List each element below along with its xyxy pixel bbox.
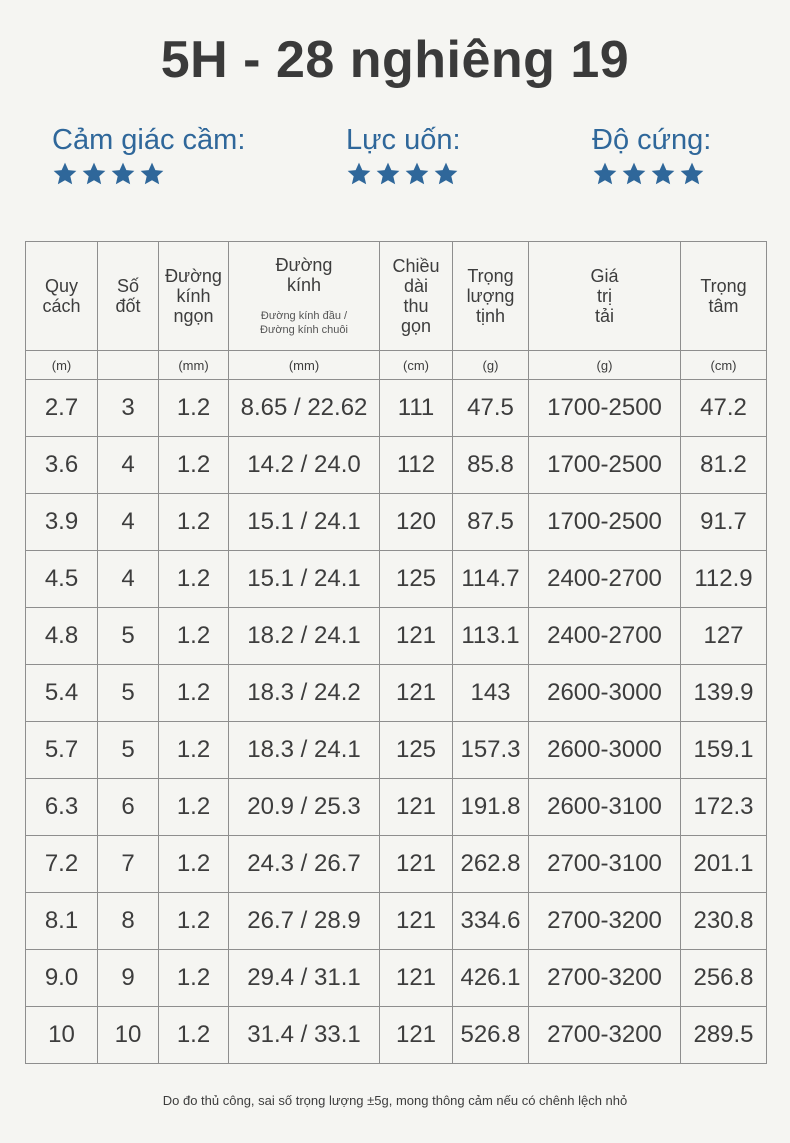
table-cell: 3.9: [26, 494, 98, 551]
star-icon: [52, 161, 78, 187]
column-header-label: lượng: [466, 286, 515, 306]
table-cell: 2700-3100: [529, 836, 681, 893]
table-cell: 18.3 / 24.1: [229, 722, 380, 779]
table-cell: 256.8: [681, 950, 767, 1007]
column-unit: (g): [453, 351, 529, 380]
table-row: [26, 665, 767, 722]
column-unit: (cm): [380, 351, 453, 380]
table-cell: 1700-2500: [529, 494, 681, 551]
table-cell: 24.3 / 26.7: [229, 836, 380, 893]
table-row: [26, 779, 767, 836]
table-cell: 2400-2700: [529, 551, 681, 608]
column-header-label: gọn: [400, 316, 432, 336]
column-header-label: dài: [403, 276, 429, 296]
table-cell: 125: [380, 551, 453, 608]
table-cell: 201.1: [681, 836, 767, 893]
table-cell: 18.2 / 24.1: [229, 608, 380, 665]
table-cell: 26.7 / 28.9: [229, 893, 380, 950]
table-cell: 5: [98, 665, 159, 722]
spec-table: [25, 241, 767, 1064]
table-cell: 334.6: [453, 893, 529, 950]
table-cell: 120: [380, 494, 453, 551]
table-cell: 8.65 / 22.62: [229, 380, 380, 437]
column-unit: (cm): [681, 351, 767, 380]
column-header-label: Trọng: [467, 266, 514, 286]
column-header-label: tịnh: [475, 306, 506, 326]
table-cell: 5.4: [26, 665, 98, 722]
table-cell: 426.1: [453, 950, 529, 1007]
star-icon: [139, 161, 165, 187]
rating-label: Cảm giác cầm:: [52, 124, 246, 156]
column-header-label: trị: [597, 286, 612, 306]
star-icon: [110, 161, 136, 187]
column-unit: (m): [26, 351, 98, 380]
rating-stars: [346, 161, 462, 193]
star-icon: [433, 161, 459, 187]
column-unit: (g): [529, 351, 681, 380]
table-cell: 1.2: [159, 836, 229, 893]
column-header-label: Trọng: [700, 276, 747, 296]
table-cell: 113.1: [453, 608, 529, 665]
column-header: [98, 242, 159, 351]
table-cell: 159.1: [681, 722, 767, 779]
table-row: [26, 893, 767, 950]
table-cell: 125: [380, 722, 453, 779]
table-cell: 18.3 / 24.2: [229, 665, 380, 722]
column-unit: (mm): [159, 351, 229, 380]
table-cell: 81.2: [681, 437, 767, 494]
table-cell: 1.2: [159, 494, 229, 551]
table-row: [26, 836, 767, 893]
table-cell: 10: [26, 1007, 98, 1064]
table-cell: 6.3: [26, 779, 98, 836]
star-icon: [621, 161, 647, 187]
table-cell: 15.1 / 24.1: [229, 551, 380, 608]
table-cell: 7: [98, 836, 159, 893]
table-cell: 1.2: [159, 1007, 229, 1064]
rating-stars: [52, 161, 245, 193]
column-header-label: Chiều: [392, 256, 440, 276]
table-cell: 121: [380, 893, 453, 950]
table-row: [26, 950, 767, 1007]
table-cell: 9: [98, 950, 159, 1007]
table-cell: 4: [98, 437, 159, 494]
column-header-label: Quy: [44, 276, 78, 296]
table-unit-row: [26, 351, 767, 380]
column-header: [380, 242, 453, 351]
table-cell: 2600-3000: [529, 665, 681, 722]
star-icon: [592, 161, 618, 187]
table-cell: 85.8: [453, 437, 529, 494]
table-cell: 7.2: [26, 836, 98, 893]
column-header: [681, 242, 767, 351]
column-header-label: Đường: [165, 266, 222, 286]
table-cell: 3.6: [26, 437, 98, 494]
column-header: [26, 242, 98, 351]
table-cell: 4.5: [26, 551, 98, 608]
table-cell: 2700-3200: [529, 1007, 681, 1064]
table-cell: 1.2: [159, 950, 229, 1007]
table-cell: 1.2: [159, 722, 229, 779]
rating-label: Lực uốn:: [346, 124, 461, 156]
table-cell: 2700-3200: [529, 893, 681, 950]
table-cell: 2700-3200: [529, 950, 681, 1007]
table-cell: 1.2: [159, 437, 229, 494]
page-title: 5H - 28 nghiêng 19: [160, 31, 630, 89]
table-cell: 121: [380, 608, 453, 665]
column-header-label: tâm: [708, 296, 739, 316]
table-cell: 1.2: [159, 551, 229, 608]
table-cell: 10: [98, 1007, 159, 1064]
table-cell: 1.2: [159, 779, 229, 836]
table-cell: 127: [681, 608, 767, 665]
table-cell: 2600-3000: [529, 722, 681, 779]
table-cell: 3: [98, 380, 159, 437]
table-cell: 2.7: [26, 380, 98, 437]
table-cell: 14.2 / 24.0: [229, 437, 380, 494]
table-cell: 172.3: [681, 779, 767, 836]
star-icon: [650, 161, 676, 187]
table-cell: 47.2: [681, 380, 767, 437]
table-cell: 2400-2700: [529, 608, 681, 665]
rating-bending-force: [346, 124, 462, 193]
table-cell: 5: [98, 722, 159, 779]
column-header-label: Số: [116, 276, 140, 296]
table-cell: 15.1 / 24.1: [229, 494, 380, 551]
table-cell: 4: [98, 551, 159, 608]
column-header-label: đốt: [115, 296, 141, 316]
star-icon: [679, 161, 705, 187]
table-cell: 112: [380, 437, 453, 494]
column-header-label: tải: [594, 306, 614, 326]
table-cell: 8.1: [26, 893, 98, 950]
table-cell: 121: [380, 836, 453, 893]
table-cell: 4.8: [26, 608, 98, 665]
footnote: Do đo thủ công, sai số trọng lượng ±5g, mong thông cảm nếu có chênh lệch nhỏ: [162, 1093, 628, 1108]
table-cell: 20.9 / 25.3: [229, 779, 380, 836]
table-cell: 2600-3100: [529, 779, 681, 836]
table-cell: 112.9: [681, 551, 767, 608]
column-header-label: Giá: [590, 266, 619, 286]
column-header-sublabel: Đường kính đầu / Đường kính chuôi: [260, 310, 348, 336]
table-cell: 526.8: [453, 1007, 529, 1064]
table-cell: 8: [98, 893, 159, 950]
star-icon: [346, 161, 372, 187]
column-unit: (mm): [229, 351, 380, 380]
table-row: [26, 494, 767, 551]
column-header: [453, 242, 529, 351]
table-cell: 87.5: [453, 494, 529, 551]
table-cell: 230.8: [681, 893, 767, 950]
table-cell: 139.9: [681, 665, 767, 722]
table-cell: 289.5: [681, 1007, 767, 1064]
column-header: [529, 242, 681, 351]
column-header-label: cách: [42, 296, 81, 316]
table-cell: 111: [380, 380, 453, 437]
column-unit: [98, 351, 159, 380]
table-cell: 31.4 / 33.1: [229, 1007, 380, 1064]
table-row: [26, 722, 767, 779]
column-header-label: ngọn: [173, 306, 214, 326]
table-cell: 1700-2500: [529, 437, 681, 494]
table-cell: 4: [98, 494, 159, 551]
table-cell: 9.0: [26, 950, 98, 1007]
table-cell: 121: [380, 1007, 453, 1064]
table-cell: 1.2: [159, 665, 229, 722]
table-cell: 191.8: [453, 779, 529, 836]
table-row: [26, 551, 767, 608]
table-row: [26, 1007, 767, 1064]
table-row: [26, 608, 767, 665]
table-cell: 6: [98, 779, 159, 836]
column-header: [159, 242, 229, 351]
table-cell: 5.7: [26, 722, 98, 779]
column-header-label: kính: [176, 286, 211, 306]
table-row: [26, 380, 767, 437]
table-cell: 5: [98, 608, 159, 665]
table-row: [26, 437, 767, 494]
table-header-row: [26, 242, 767, 351]
table-cell: 91.7: [681, 494, 767, 551]
table-cell: 1.2: [159, 893, 229, 950]
table-cell: 121: [380, 665, 453, 722]
column-header-label: Đường: [275, 255, 333, 275]
rating-stiffness: [592, 124, 711, 193]
rating-grip-feel: [52, 124, 245, 193]
table-body: [26, 380, 767, 1064]
rating-label: Độ cứng:: [592, 124, 712, 156]
rating-stars: [592, 161, 711, 193]
table-cell: 114.7: [453, 551, 529, 608]
table-cell: 143: [453, 665, 529, 722]
table-cell: 262.8: [453, 836, 529, 893]
column-header-label: kính: [286, 275, 322, 295]
table-cell: 121: [380, 950, 453, 1007]
table-cell: 121: [380, 779, 453, 836]
table-cell: 1.2: [159, 380, 229, 437]
star-icon: [404, 161, 430, 187]
table-cell: 157.3: [453, 722, 529, 779]
table-cell: 47.5: [453, 380, 529, 437]
star-icon: [81, 161, 107, 187]
table-cell: 29.4 / 31.1: [229, 950, 380, 1007]
column-header-label: thu: [403, 296, 429, 316]
table-cell: 1.2: [159, 608, 229, 665]
column-header: [229, 242, 380, 351]
table-cell: 1700-2500: [529, 380, 681, 437]
star-icon: [375, 161, 401, 187]
